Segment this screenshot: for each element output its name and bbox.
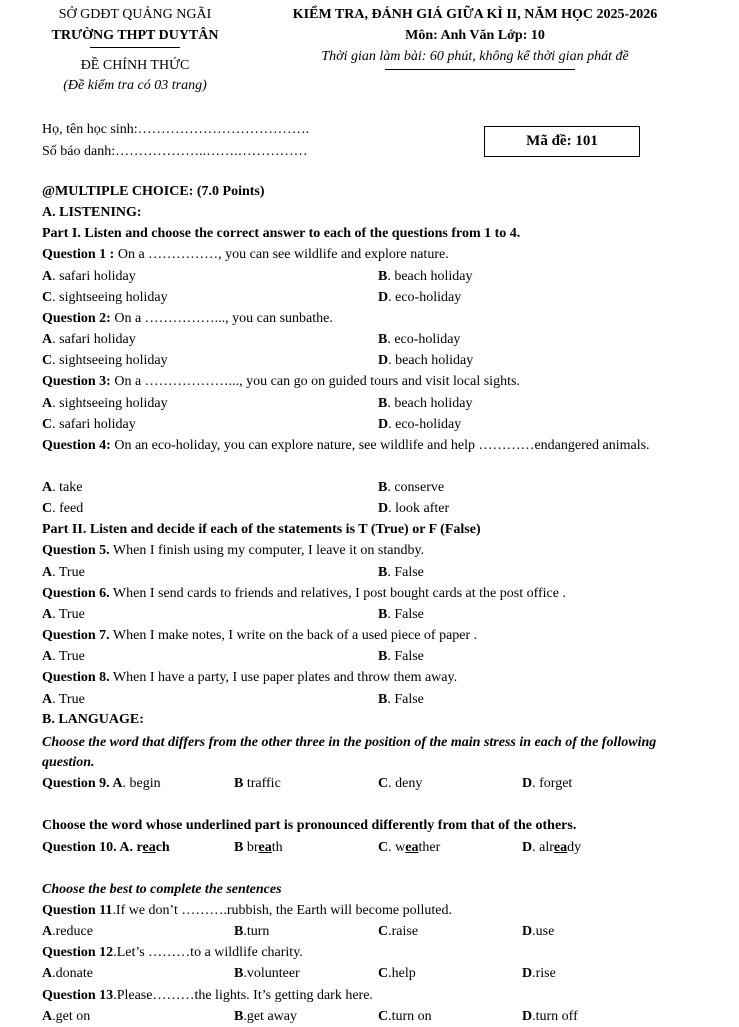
exam-code-box [484, 126, 640, 157]
part1-instruction: Part I. Listen and choose the correct answer to each of the questions from 1 to 4. [42, 226, 521, 241]
option-c[interactable]: C. sightseeing holiday [42, 290, 168, 305]
school-underline [90, 47, 180, 48]
subject-line: Môn: Anh Văn Lớp: 10 [405, 28, 545, 43]
option-d[interactable]: D.use [522, 924, 555, 939]
question-13-options [42, 1007, 702, 1027]
option-false[interactable]: B. False [378, 692, 424, 707]
time-line: Thời gian làm bài: 60 phút, không kể thời gian phát đề [321, 49, 629, 64]
option-c[interactable]: C. safari holiday [42, 417, 136, 432]
language-heading: B. LANGUAGE: [42, 712, 144, 727]
pronunciation-instruction: Choose the word whose underlined part is pronounced differently from that of the others. [42, 818, 577, 833]
option-c[interactable]: C. sightseeing holiday [42, 353, 168, 368]
option-b[interactable]: B. beach holiday [378, 396, 473, 411]
option-a[interactable]: A.reduce [42, 924, 93, 939]
option-c[interactable]: C. feed [42, 501, 84, 516]
question-1-options-cd [42, 288, 702, 308]
option-a[interactable]: A. safari holiday [42, 332, 136, 347]
option-c[interactable]: C.raise [378, 924, 419, 939]
question-3-options-cd [42, 415, 702, 435]
option-d[interactable]: D. beach holiday [378, 353, 474, 368]
option-d[interactable]: D. look after [378, 501, 450, 516]
option-c[interactable]: C. weather [378, 840, 441, 855]
school-name: TRƯỜNG THPT DUYTÂN [51, 28, 219, 43]
student-id-field: Số báo danh:………………..…….…………… [42, 144, 308, 159]
time-underline [385, 69, 575, 70]
part2-instruction: Part II. Listen and decide if each of the statements is T (True) or F (False) [42, 522, 481, 537]
option-b[interactable]: B. eco-holiday [378, 332, 461, 347]
option-true[interactable]: A. True [42, 607, 85, 622]
question-8: Question 8. When I have a party, I use paper plates and throw them away. [42, 670, 458, 685]
option-a[interactable]: Question 10. A. reach [42, 840, 170, 855]
listening-heading: A. LISTENING: [42, 205, 142, 220]
option-b[interactable]: B.get away [234, 1009, 297, 1024]
question-6: Question 6. When I send cards to friends and relatives, I post bought cards at the post office . [42, 586, 566, 601]
option-a[interactable]: A.donate [42, 966, 93, 981]
question-5-options [42, 563, 702, 583]
question-2-options-cd [42, 351, 702, 371]
question-11: Question 11.If we don’t ……….rubbish, the Earth will become polluted. [42, 903, 452, 918]
question-1-options-ab [42, 267, 702, 287]
option-b[interactable]: B. conserve [378, 480, 445, 495]
option-d[interactable]: D. eco-holiday [378, 290, 462, 305]
question-12: Question 12.Let’s ………to a wildlife charity. [42, 945, 303, 960]
option-b[interactable]: B.volunteer [234, 966, 300, 981]
question-2: Question 2: On a ……………..., you can sunbathe. [42, 311, 333, 326]
question-2-options-ab [42, 330, 702, 350]
option-a[interactable]: A. sightseeing holiday [42, 396, 168, 411]
student-name-field: Họ, tên học sinh:………………………………. [42, 122, 310, 137]
section-title: @MULTIPLE CHOICE: (7.0 Points) [42, 184, 265, 199]
exam-code: Mã đề: 101 [526, 133, 598, 149]
option-b[interactable]: B. beach holiday [378, 269, 473, 284]
option-c[interactable]: C.turn on [378, 1009, 432, 1024]
option-d[interactable]: D. eco-holiday [378, 417, 462, 432]
question-10 [42, 838, 702, 858]
question-12-options [42, 964, 702, 984]
question-13: Question 13.Please………the lights. It’s getting dark here. [42, 988, 373, 1003]
question-3-options-ab [42, 394, 702, 414]
option-d[interactable]: D. forget [522, 776, 573, 791]
official-label: ĐỀ CHÍNH THỨC [80, 58, 190, 73]
question-4-options-ab [42, 478, 702, 498]
question-8-options [42, 690, 702, 710]
option-a[interactable]: A.get on [42, 1009, 91, 1024]
option-b[interactable]: B breath [234, 840, 283, 855]
question-7-options [42, 647, 702, 667]
question-9 [42, 774, 702, 794]
option-true[interactable]: A. True [42, 692, 85, 707]
option-d[interactable]: D.turn off [522, 1009, 578, 1024]
question-5: Question 5. When I finish using my computer, I leave it on standby. [42, 543, 425, 558]
option-b[interactable]: B.turn [234, 924, 270, 939]
question-6-options [42, 605, 702, 625]
option-true[interactable]: A. True [42, 649, 85, 664]
option-d[interactable]: D. already [522, 840, 582, 855]
option-a[interactable]: A. take [42, 480, 83, 495]
option-a[interactable]: A. safari holiday [42, 269, 136, 284]
question-7: Question 7. When I make notes, I write on the back of a used piece of paper . [42, 628, 478, 643]
option-b[interactable]: B traffic [234, 776, 281, 791]
option-d[interactable]: D.rise [522, 966, 556, 981]
question-1: Question 1 : On a ……………, you can see wildlife and explore nature. [42, 247, 449, 262]
question-4-options-cd [42, 499, 702, 519]
stress-instruction: Choose the word that differs from the other three in the position of the main stress in each of the following question. [42, 735, 657, 770]
question-11-options [42, 922, 702, 942]
exam-title: KIỂM TRA, ĐÁNH GIÁ GIỮA KÌ II, NĂM HỌC 2025-2026 [292, 7, 658, 22]
department-name: SỞ GDĐT QUẢNG NGÃI [58, 7, 212, 22]
option-false[interactable]: B. False [378, 565, 424, 580]
complete-instruction: Choose the best to complete the sentences [42, 882, 282, 897]
option-c[interactable]: C. deny [378, 776, 423, 791]
pages-note: (Đề kiểm tra có 03 trang) [63, 78, 207, 93]
option-false[interactable]: B. False [378, 649, 424, 664]
question-3: Question 3: On a ………………..., you can go on guided tours and visit local sights. [42, 374, 520, 389]
option-c[interactable]: C.help [378, 966, 416, 981]
option-a[interactable]: Question 9. A. begin [42, 776, 161, 791]
option-true[interactable]: A. True [42, 565, 85, 580]
question-4: Question 4: On an eco-holiday, you can explore nature, see wildlife and help …………endangered animals. [42, 438, 650, 453]
option-false[interactable]: B. False [378, 607, 424, 622]
